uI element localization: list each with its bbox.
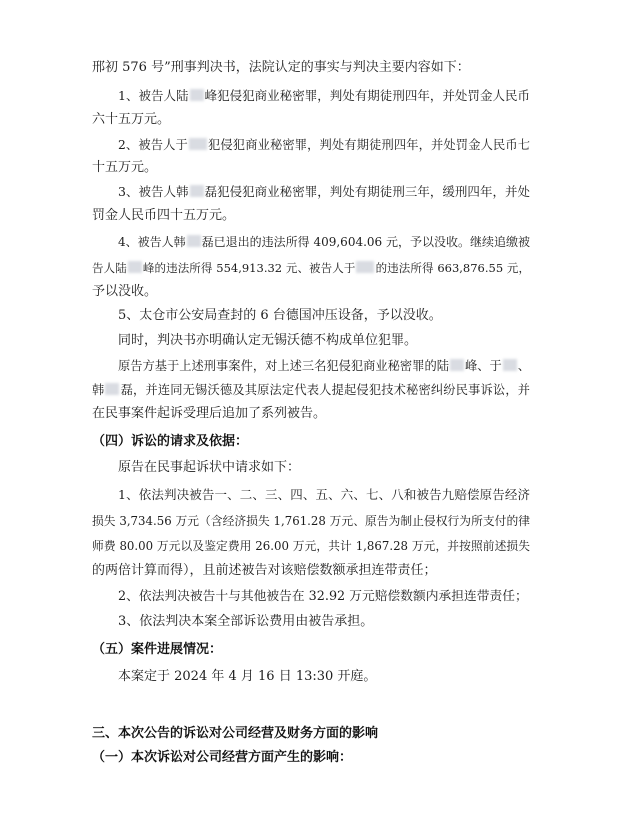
civil-suit-line-2 <box>92 378 530 402</box>
text-segment: 磊，并连同无锡沃德及其原法定代表人提起侵犯技术秘密纠纷民事诉讼，并 <box>120 383 530 397</box>
redacted-name-mark <box>128 261 142 273</box>
claim-1-line-1: 1、依法判决被告一、二、三、四、五、六、七、八和被告九赔偿原告经济 <box>118 487 530 502</box>
text-segment: 1、被告人陆 <box>118 88 189 103</box>
claims-intro: 原告在民事起诉状中请求如下： <box>118 460 301 475</box>
judgment-item-4-line-1 <box>118 230 530 254</box>
text-segment: 、 <box>517 359 530 373</box>
progress-text: 本案定于 2024 年 4 月 16 日 13:30 开庭。 <box>118 669 377 684</box>
text-segment: 3、被告人韩 <box>118 184 189 199</box>
judgment-item-3-line-2: 罚金人民币四十五万元。 <box>92 208 236 223</box>
judgment-item-1-line-2: 六十五万元。 <box>92 112 171 127</box>
claim-1-line-2: 损失 3,734.56 万元（含经济损失 1,761.28 万元、原告为制止侵权行为所支付的律 <box>92 514 530 528</box>
redacted-name-mark <box>356 261 374 273</box>
text-segment: 磊已退出的违法所得 409,604.06 元，予以没收。继续追缴被 <box>201 235 530 249</box>
redacted-name-mark <box>190 89 204 101</box>
redacted-name-mark <box>450 359 464 371</box>
judgment-item-5: 5、太仓市公安局查封的 6 台德国冲压设备，予以没收。 <box>118 308 442 323</box>
text-segment: 峰、于 <box>464 359 502 373</box>
impact-sub-heading: （一）本次诉讼对公司经营方面产生的影响： <box>92 750 353 765</box>
text-segment: 峰的违法所得 554,913.32 元、被告人于 <box>142 261 356 275</box>
text-segment: 4、被告人韩 <box>118 235 186 249</box>
judgment-item-1-line-1 <box>118 84 530 108</box>
text-segment: 告人陆 <box>92 261 127 275</box>
judgment-item-2-line-1 <box>118 133 530 157</box>
judgment-item-4-line-2 <box>92 256 530 280</box>
judgment-item-3-line-1 <box>118 180 530 204</box>
text-segment: 的违法所得 663,876.55 元， <box>375 261 530 275</box>
impact-section-heading: 三、本次公告的诉讼对公司经营及财务方面的影响 <box>92 726 379 741</box>
claim-1-line-4: 的两倍计算而得），且前述被告对该赔偿数额承担连带责任； <box>92 563 437 578</box>
progress-heading: （五）案件进展情况： <box>92 642 223 657</box>
text-segment: 磊犯侵犯商业秘密罪，判处有期徒刑三年，缓刑四年，并处 <box>204 184 530 199</box>
redacted-name-mark <box>189 138 207 150</box>
text-segment: 犯侵犯商业秘密罪，判处有期徒刑四年，并处罚金人民币七 <box>207 138 530 152</box>
redacted-name-mark <box>105 383 119 395</box>
text-segment: 原告方基于上述刑事案件，对上述三名犯侵犯商业秘密罪的陆 <box>118 359 449 373</box>
redacted-name-mark <box>503 359 517 371</box>
text-segment: 韩 <box>92 383 105 397</box>
text-segment: 峰犯侵犯商业秘密罪，判处有期徒刑四年，并处罚金人民币 <box>204 88 530 103</box>
text-segment: 2、被告人于 <box>118 138 188 152</box>
judgment-item-4-line-3: 予以没收。 <box>92 284 158 299</box>
claim-2: 2、依法判决被告十与其他被告在 32.92 万元赔偿数额内承担连带责任； <box>118 589 528 604</box>
claim-3: 3、依法判决本案全部诉讼费用由被告承担。 <box>118 614 374 629</box>
unit-crime-note: 同时，判决书亦明确认定无锡沃德不构成单位犯罪。 <box>118 333 418 348</box>
redacted-name-mark <box>187 235 201 247</box>
claim-1-line-3: 师费 80.00 万元以及鉴定费用 26.00 万元，共计 1,867.28 万元，并按照前述损失 <box>92 539 530 553</box>
civil-suit-line-1 <box>118 354 530 378</box>
claims-heading: （四）诉讼的请求及依据： <box>92 434 249 449</box>
judgment-intro-line: 邢初 576 号”刑事判决书，法院认定的事实与判决主要内容如下： <box>92 60 470 75</box>
redacted-name-mark <box>190 185 204 197</box>
judgment-item-2-line-2: 十五万元。 <box>92 160 158 175</box>
civil-suit-line-3: 在民事案件起诉受理后追加了系列被告。 <box>92 406 327 421</box>
